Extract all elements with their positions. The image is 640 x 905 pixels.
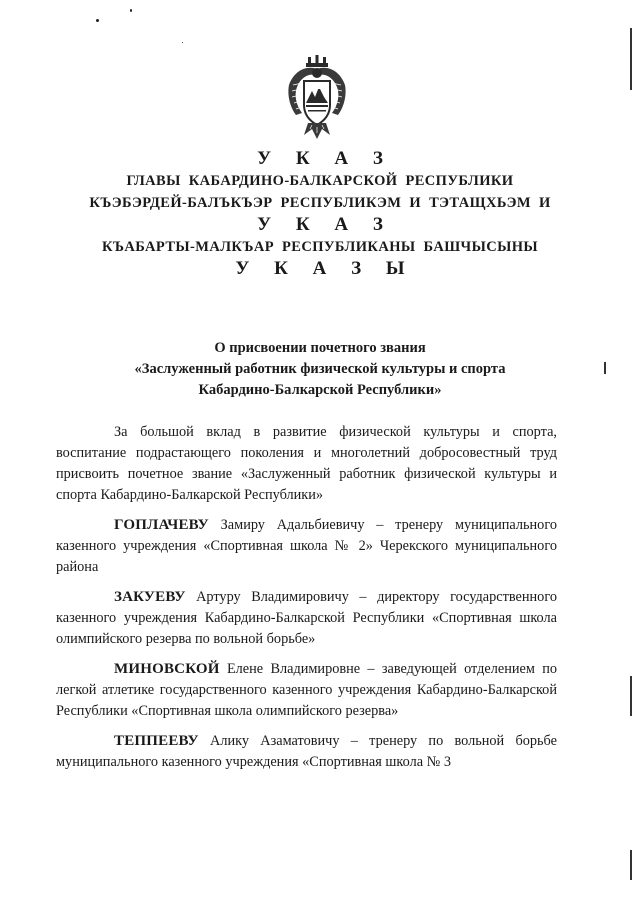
awardee-details: Замиру Адальбиевичу – тренеру муниципального казенного учреждения «Спортивная школа № 2» Черекского муниципального района xyxy=(56,517,557,575)
awardee-details: Елене Владимировне – заведующей отделением по легкой атлетике государственного казенного учреждения Кабардино-Балкарской Республики «Спортивная школа олимпийского резерва» xyxy=(56,661,557,719)
awardee-paragraph xyxy=(56,515,557,578)
scan-speck xyxy=(182,42,183,43)
decree-title xyxy=(80,338,560,401)
header-ukaz-russian: У К А З xyxy=(257,148,393,169)
coat-of-arms-emblem-icon xyxy=(284,55,350,141)
header-ukaz-kabardian: У К А З xyxy=(257,214,393,235)
awardee-surname: ЗАКУЕВУ xyxy=(114,589,186,605)
title-line-2: «Заслуженный работник физической культуры и спорта xyxy=(134,361,506,377)
awardee-surname: ТЕППЕЕВУ xyxy=(114,733,199,749)
awardee-paragraph xyxy=(56,659,557,722)
decree-body xyxy=(56,422,557,782)
scan-edge-mark xyxy=(630,850,632,880)
title-line-3: Кабардино-Балкарской Республики» xyxy=(198,382,442,398)
scan-speck xyxy=(130,9,132,12)
awardee-details: Артуру Владимировичу – директору государственного казенного учреждения Кабардино-Балкарской Республики «Спортивная школа олимпийского резерва по вольной борьбе» xyxy=(56,589,557,647)
intro-paragraph: За большой вклад в развитие физической культуры и спорта, воспитание подрастающего поколения и многолетний добросовестный труд присвоить почетное звание «Заслуженный работник физической культуры и спорта Кабардино-Балкарской Республики» xyxy=(56,424,557,503)
scan-edge-mark xyxy=(630,28,632,90)
scan-speck xyxy=(96,19,99,22)
awardee-paragraph xyxy=(56,731,557,773)
header-ukaz-balkar: У К А З Ы xyxy=(235,258,415,279)
header-head-of-republic-kabardian: КЪЭБЭРДЕЙ-БАЛЪКЪЭР РЕСПУБЛИКЭМ И ТЭТАЩХЬЭМ И xyxy=(89,195,551,211)
scan-edge-mark xyxy=(630,676,632,716)
decree-header xyxy=(60,148,580,280)
title-line-1: О присвоении почетного звания xyxy=(214,340,426,356)
header-head-of-republic-russian: ГЛАВЫ КАБАРДИНО-БАЛКАРСКОЙ РЕСПУБЛИКИ xyxy=(126,173,514,189)
scan-edge-mark xyxy=(604,362,606,374)
header-head-of-republic-balkar: КЪАБАРТЫ-МАЛКЪАР РЕСПУБЛИКАНЫ БАШЧЫСЫНЫ xyxy=(101,239,539,255)
awardee-surname: МИНОВСКОЙ xyxy=(114,661,220,677)
awardee-surname: ГОПЛАЧЕВУ xyxy=(114,517,209,533)
awardee-details: Алику Азаматовичу – тренеру по вольной борьбе муниципального казенного учреждения «Спортивная школа № 3 xyxy=(56,733,557,770)
awardee-paragraph xyxy=(56,587,557,650)
